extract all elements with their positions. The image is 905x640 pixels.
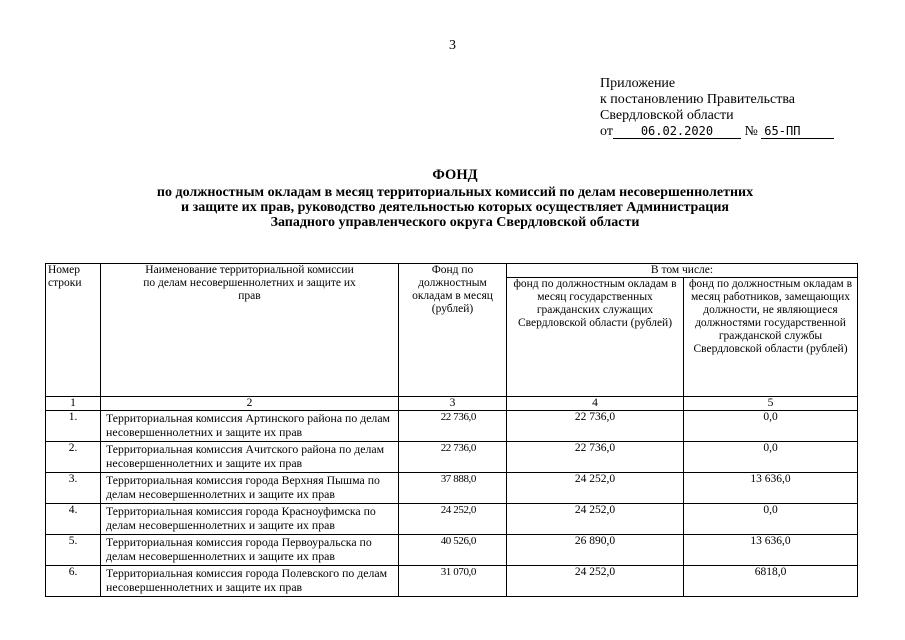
appendix-block xyxy=(600,76,860,140)
other-staff-fund-cell: 0,0 xyxy=(684,411,858,442)
civil-servants-fund-cell: 24 252,0 xyxy=(507,566,684,597)
row-number-cell: 6. xyxy=(46,566,101,597)
appendix-number: 65-ПП xyxy=(761,125,834,139)
other-staff-fund-cell: 6818,0 xyxy=(684,566,858,597)
table-row xyxy=(46,411,858,442)
title-line-2: и защите их прав, руководство деятельностью которых осуществляет Администрация xyxy=(181,200,729,215)
civil-servants-fund-cell: 24 252,0 xyxy=(507,473,684,504)
column-number: 3 xyxy=(399,397,507,411)
commission-name-cell: Территориальная комиссия города Полевского по делам несовершеннолетних и защите их прав xyxy=(101,566,399,597)
table-row xyxy=(46,473,858,504)
table-row xyxy=(46,442,858,473)
total-fund-cell: 37 888,0 xyxy=(399,473,507,504)
total-fund-cell: 40 526,0 xyxy=(399,535,507,566)
other-staff-fund-cell: 13 636,0 xyxy=(684,473,858,504)
row-number-cell: 1. xyxy=(46,411,101,442)
title-heading: ФОНД xyxy=(432,167,478,183)
civil-servants-fund-cell: 26 890,0 xyxy=(507,535,684,566)
title-line-3: Западного управленческого округа Свердловской области xyxy=(270,215,640,230)
column-number-row xyxy=(46,397,858,411)
column-number: 1 xyxy=(46,397,101,411)
row-number-cell: 3. xyxy=(46,473,101,504)
column-number: 5 xyxy=(684,397,858,411)
total-fund-cell: 24 252,0 xyxy=(399,504,507,535)
appendix-date-line xyxy=(600,124,860,140)
other-staff-fund-cell: 0,0 xyxy=(684,504,858,535)
document-title xyxy=(60,168,850,230)
row-number-cell: 4. xyxy=(46,504,101,535)
header-including-group: В том числе: xyxy=(507,264,858,278)
table-row xyxy=(46,535,858,566)
appendix-line-1: Приложение xyxy=(600,76,676,91)
appendix-date: 06.02.2020 xyxy=(613,125,741,139)
fund-table xyxy=(45,263,858,597)
header-total-fund: Фонд по должностным окладам в месяц (рублей) xyxy=(399,264,507,397)
table-row xyxy=(46,566,858,597)
header-civil-servants-fund: фонд по должностным окладам в месяц государственных гражданских служащих Свердловской области (рублей) xyxy=(507,278,684,397)
column-number: 4 xyxy=(507,397,684,411)
header-row-number: Номер строки xyxy=(46,264,101,397)
appendix-number-label: № xyxy=(744,124,758,139)
appendix-line-3: Свердловской области xyxy=(600,108,734,123)
table-header-row xyxy=(46,264,858,278)
appendix-from-label: от xyxy=(600,124,613,139)
total-fund-cell: 22 736,0 xyxy=(399,411,507,442)
commission-name-cell: Территориальная комиссия Ачитского района по делам несовершеннолетних и защите их прав xyxy=(101,442,399,473)
total-fund-cell: 31 070,0 xyxy=(399,566,507,597)
commission-name-cell: Территориальная комиссия города Первоуральска по делам несовершеннолетних и защите их прав xyxy=(101,535,399,566)
commission-name-cell: Территориальная комиссия Артинского района по делам несовершеннолетних и защите их прав xyxy=(101,411,399,442)
other-staff-fund-cell: 13 636,0 xyxy=(684,535,858,566)
civil-servants-fund-cell: 22 736,0 xyxy=(507,411,684,442)
civil-servants-fund-cell: 22 736,0 xyxy=(507,442,684,473)
page-number: 3 xyxy=(449,38,456,53)
header-other-staff-fund: фонд по должностным окладам в месяц работников, замещающих должности, не являющиеся должностями государственной гражданской службы Свердловской области (рублей) xyxy=(684,278,858,397)
column-number: 2 xyxy=(101,397,399,411)
other-staff-fund-cell: 0,0 xyxy=(684,442,858,473)
table-row xyxy=(46,504,858,535)
title-line-1: по должностным окладам в месяц территориальных комиссий по делам несовершеннолетних xyxy=(156,185,754,200)
commission-name-cell: Территориальная комиссия города Красноуфимска по делам несовершеннолетних и защите их прав xyxy=(101,504,399,535)
civil-servants-fund-cell: 24 252,0 xyxy=(507,504,684,535)
appendix-line-2: к постановлению Правительства xyxy=(600,92,796,107)
header-commission-name: Наименование территориальной комиссии по делам несовершеннолетних и защите их прав xyxy=(101,264,399,397)
commission-name-cell: Территориальная комиссия города Верхняя Пышма по делам несовершеннолетних и защите их прав xyxy=(101,473,399,504)
row-number-cell: 5. xyxy=(46,535,101,566)
total-fund-cell: 22 736,0 xyxy=(399,442,507,473)
row-number-cell: 2. xyxy=(46,442,101,473)
